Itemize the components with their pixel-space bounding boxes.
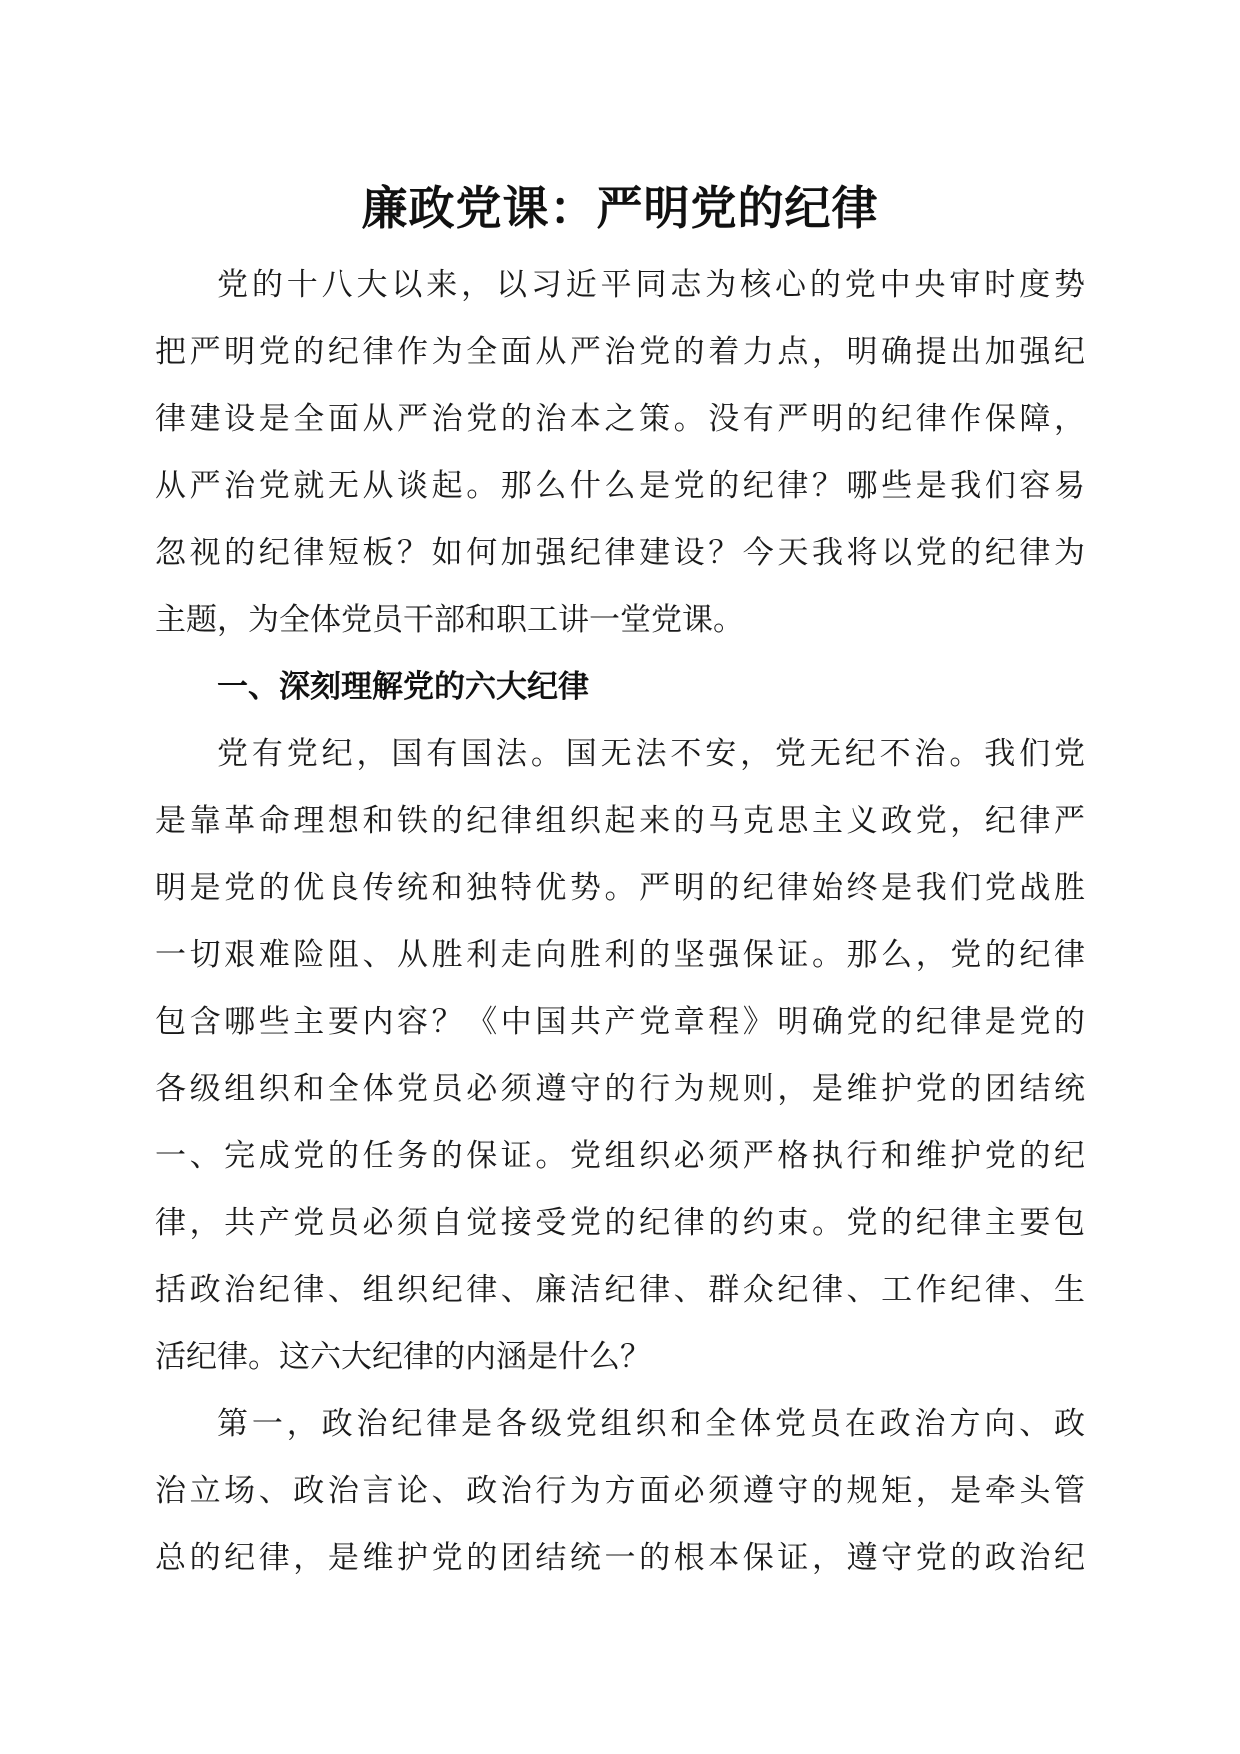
paragraph-intro-line-3: 律建设是全面从严治党的治本之策。没有严明的纪律作保障， <box>155 401 1085 437</box>
document-body <box>155 252 1085 1592</box>
paragraph-political-line-2: 治立场、政治言论、政治行为方面必须遵守的规矩，是牵头管 <box>155 1473 1085 1509</box>
paragraph-intro-line-1: 党的十八大以来，以习近平同志为核心的党中央审时度势 <box>217 267 1085 303</box>
paragraph-intro-line-5: 忽视的纪律短板？如何加强纪律建设？今天我将以党的纪律为 <box>155 535 1085 571</box>
paragraph-discipline-line-7: 一、完成党的任务的保证。党组织必须严格执行和维护党的纪 <box>155 1138 1085 1174</box>
paragraph-discipline-line-6: 各级组织和全体党员必须遵守的行为规则，是维护党的团结统 <box>155 1071 1085 1107</box>
paragraph-discipline-line-10: 活纪律。这六大纪律的内涵是什么？ <box>155 1339 651 1375</box>
paragraph-intro-line-6: 主题，为全体党员干部和职工讲一堂党课。 <box>155 602 744 638</box>
paragraph-discipline-line-1: 党有党纪，国有国法。国无法不安，党无纪不治。我们党 <box>217 736 1085 772</box>
paragraph-discipline-line-3: 明是党的优良传统和独特优势。严明的纪律始终是我们党战胜 <box>155 870 1085 906</box>
paragraph-intro-line-2: 把严明党的纪律作为全面从严治党的着力点，明确提出加强纪 <box>155 334 1085 370</box>
paragraph-intro-line-4: 从严治党就无从谈起。那么什么是党的纪律？哪些是我们容易 <box>155 468 1085 504</box>
paragraph-discipline-line-9: 括政治纪律、组织纪律、廉洁纪律、群众纪律、工作纪律、生 <box>155 1272 1085 1308</box>
section-heading-1: 一、深刻理解党的六大纪律 <box>217 669 589 705</box>
paragraph-discipline-line-8: 律，共产党员必须自觉接受党的纪律的约束。党的纪律主要包 <box>155 1205 1085 1241</box>
paragraph-discipline-line-2: 是靠革命理想和铁的纪律组织起来的马克思主义政党，纪律严 <box>155 803 1085 839</box>
paragraph-political-line-1: 第一，政治纪律是各级党组织和全体党员在政治方向、政 <box>217 1406 1085 1442</box>
paragraph-political-line-3: 总的纪律，是维护党的团结统一的根本保证，遵守党的政治纪 <box>155 1540 1085 1576</box>
paragraph-discipline-line-5: 包含哪些主要内容？《中国共产党章程》明确党的纪律是党的 <box>155 1004 1085 1040</box>
document-title: 廉政党课：严明党的纪律 <box>361 181 879 235</box>
paragraph-discipline-line-4: 一切艰难险阻、从胜利走向胜利的坚强保证。那么，党的纪律 <box>155 937 1085 973</box>
